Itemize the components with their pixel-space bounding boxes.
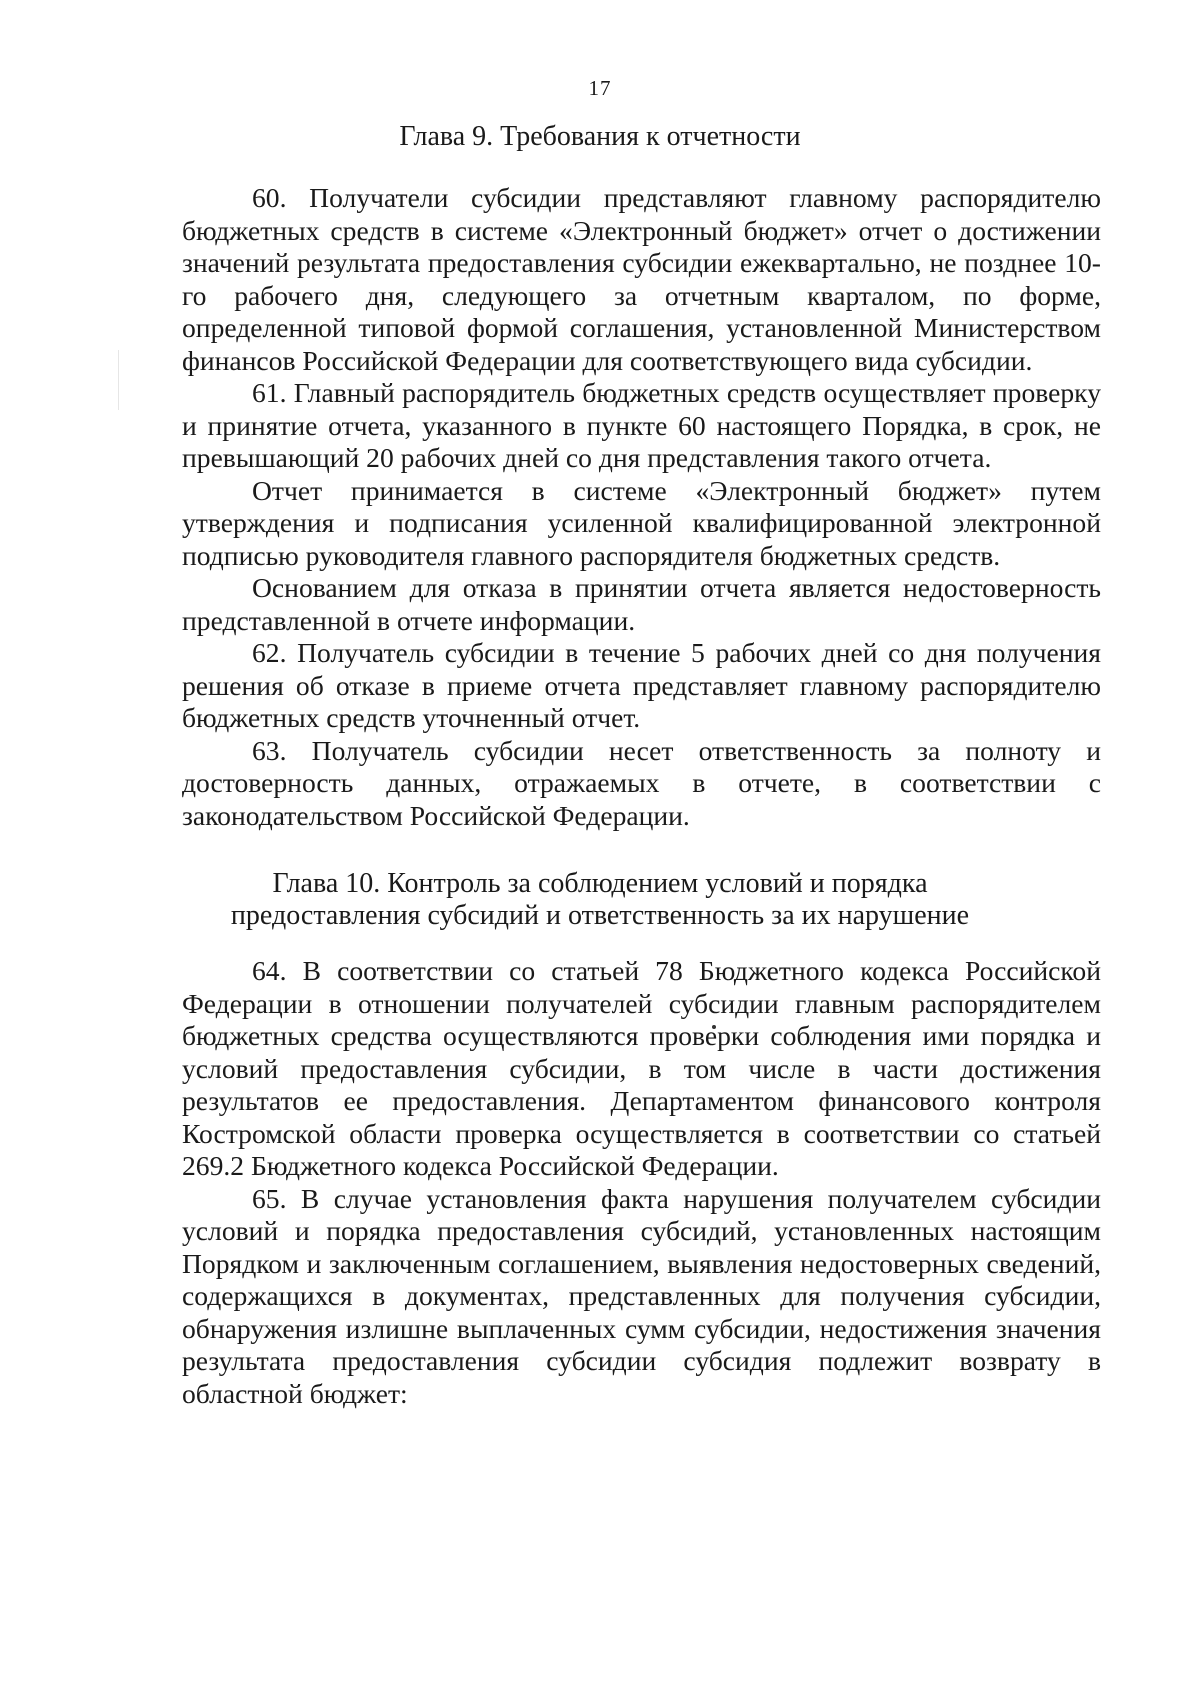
paragraph-63: 63. Получатель субсидии несет ответственность за полноту и достоверность данных, отражаемых в отчете, в соответствии с законодательством Российской Федерации.	[182, 734, 1101, 831]
chapter-10-heading-line-1: Глава 10. Контроль за соблюдением условий и порядка	[272, 868, 928, 899]
scan-artifact	[118, 350, 119, 410]
paragraph-65: 65. В случае установления факта нарушения получателем субсидии условий и порядка предоставления субсидий, установленных настоящим Порядком и заключенным соглашением, выявления недостоверных сведений, содержащихся в документах, представленных для получения субсидии, обнаружения излишне выплаченных сумм субсидии, недостижения значения результата предоставления субсидии субсидия подлежит возврату в областной бюджет:	[182, 1182, 1101, 1409]
chapter-10-heading	[160, 868, 1040, 932]
chapter-9-heading: Глава 9. Требования к отчетности	[399, 121, 801, 152]
chapter-9-body	[182, 182, 1101, 832]
paragraph-61: 61. Главный распорядитель бюджетных средств осуществляет проверку и принятие отчета, указанного в пункте 60 настоящего Порядка, в срок, не превышающий 20 рабочих дней со дня представления такого отчета.	[182, 377, 1101, 473]
page-number: 17	[588, 76, 612, 100]
chapter-10-heading-line-2: предоставления субсидий и ответственность за их нарушение	[230, 900, 970, 931]
paragraph-61-refusal-grounds: Основанием для отказа в принятии отчета является недостоверность представленной в отчете информации.	[182, 572, 1101, 636]
chapter-10-body	[182, 955, 1101, 1410]
paragraph-62: 62. Получатель субсидии в течение 5 рабочих дней со дня получения решения об отказе в приеме отчета представляет главному распорядителю бюджетных средств уточненный отчет.	[182, 637, 1101, 733]
paragraph-61-report-acceptance: Отчет принимается в системе «Электронный бюджет» путем утверждения и подписания усиленной квалифицированной электронной подписью руководителя главного распорядителя бюджетных средств.	[182, 474, 1101, 571]
paragraph-64: 64. В соответствии со статьей 78 Бюджетного кодекса Российской Федерации в отношении получателей субсидии главным распорядителем бюджетных средства осуществляются проверки соблюдения ими порядка и условий предоставления субсидии, в том числе в части достижения результатов ее предоставления. Департаментом финансового контроля Костромской области проверка осуществляется в соответствии со статьей 269.2 Бюджетного кодекса Российской Федерации.	[182, 955, 1101, 1181]
paragraph-60: 60. Получатели субсидии представляют главному распорядителю бюджетных средств в системе «Электронный бюджет» отчет о достижении значений результата предоставления субсидии ежеквартально, не позднее 10-го рабочего дня, следующего за отчетным кварталом, по форме, определенной типовой формой соглашения, установленной Министерством финансов Российской Федерации для соответствующего вида субсидии.	[182, 182, 1101, 376]
